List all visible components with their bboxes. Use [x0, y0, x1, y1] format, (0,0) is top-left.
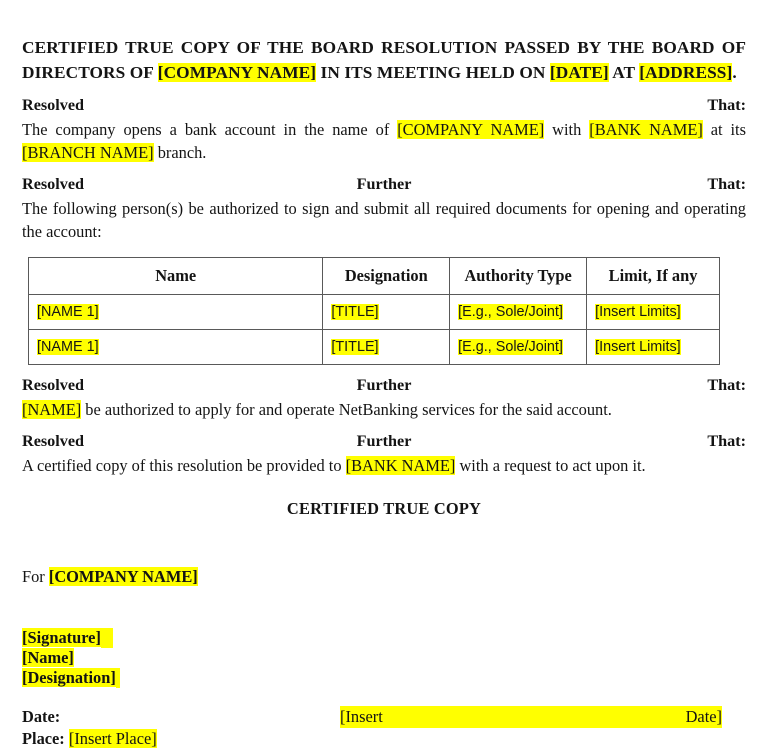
title-date-placeholder: [DATE]: [549, 63, 609, 82]
name-line: [22, 648, 746, 668]
cell-designation: [323, 295, 450, 330]
name-placeholder: [Name]: [22, 648, 74, 667]
place-value-placeholder: [Insert Place]: [68, 729, 157, 748]
title-company-placeholder: [COMPANY NAME]: [157, 63, 317, 82]
resolution-3-resolved-label: Resolved: [22, 376, 85, 394]
designation-highlight-tail: [116, 668, 120, 688]
r4-text-2: with a request to act upon it.: [455, 456, 646, 475]
title-period: .: [732, 63, 737, 82]
cell-designation-value: [TITLE]: [331, 304, 379, 320]
certified-true-copy-heading: CERTIFIED TRUE COPY: [286, 499, 482, 518]
resolution-1-that-label: That:: [707, 96, 746, 114]
title-text-1: CERTIFIED TRUE COPY OF THE BOARD RESOLUTION PASSED BY THE BOARD OF DIRECTORS OF: [22, 38, 746, 82]
r1-text-1: The company opens a bank account in the name of: [22, 120, 398, 139]
table-row: [29, 295, 720, 330]
cell-authority-type-value: [E.g., Sole/Joint]: [458, 339, 563, 355]
r1-branch-placeholder: [BRANCH NAME]: [22, 143, 154, 162]
r4-text-1: A certified copy of this resolution be provided to: [22, 456, 346, 475]
resolution-4-further-label: Further: [356, 432, 412, 450]
table-row: [29, 330, 720, 365]
resolution-3-body: [22, 398, 746, 421]
resolution-4-header: [22, 431, 746, 452]
title-address-placeholder: [ADDRESS]: [639, 63, 733, 82]
date-row: [22, 706, 746, 728]
resolution-1-header: [22, 95, 746, 116]
resolution-2-further-label: Further: [356, 175, 412, 193]
column-header-name: Name: [29, 258, 323, 295]
resolution-3-further-label: Further: [356, 376, 412, 394]
cell-limit-value: [Insert Limits]: [595, 304, 681, 320]
r1-text-2: with: [544, 120, 590, 139]
r3-text-1: be authorized to apply for and operate NetBanking services for the said account.: [81, 400, 612, 419]
column-header-limit: Limit, If any: [587, 258, 720, 295]
date-value-left: [Insert: [340, 707, 383, 726]
page-title: [22, 0, 746, 85]
resolution-4-that-label: That:: [707, 432, 746, 450]
place-label: Place:: [22, 729, 65, 748]
cell-name: [29, 330, 323, 365]
r3-name-placeholder: [NAME]: [22, 400, 82, 419]
cell-designation-value: [TITLE]: [331, 339, 379, 355]
date-label: Date:: [22, 707, 61, 726]
r4-bank-placeholder: [BANK NAME]: [345, 456, 456, 475]
cell-limit: [587, 295, 720, 330]
for-company-line: [22, 566, 746, 587]
r1-text-3: at its: [702, 120, 746, 139]
cell-authority-type: [450, 330, 587, 365]
resolution-4-resolved-label: Resolved: [22, 432, 85, 450]
signature-highlight-tail: [101, 628, 113, 648]
r1-company-placeholder: [COMPANY NAME]: [397, 120, 545, 139]
resolution-4-body: [22, 454, 746, 477]
place-row: [22, 728, 746, 750]
cell-name-value: [NAME 1]: [37, 339, 99, 355]
resolution-3-header: [22, 375, 746, 396]
designation-line: [22, 668, 746, 688]
title-text-2: IN ITS MEETING HELD ON: [316, 63, 550, 82]
document-footer: [22, 706, 746, 750]
date-value-right: Date]: [685, 707, 722, 726]
signature-placeholder: [Signature]: [22, 628, 101, 647]
cell-name-value: [NAME 1]: [37, 304, 99, 320]
r1-bank-placeholder: [BANK NAME]: [589, 120, 703, 139]
resolution-1-body: [22, 118, 746, 164]
authorized-signatories-table: [28, 257, 720, 365]
for-company-placeholder: [COMPANY NAME]: [48, 567, 198, 586]
cell-limit-value: [Insert Limits]: [595, 339, 681, 355]
designation-placeholder: [Designation]: [22, 668, 116, 687]
r1-text-4: branch.: [153, 143, 207, 162]
cell-limit: [587, 330, 720, 365]
title-text-3: AT: [608, 63, 640, 82]
cell-name: [29, 295, 323, 330]
cell-designation: [323, 330, 450, 365]
signature-block: [22, 628, 746, 688]
table-header-row: [29, 258, 720, 295]
for-prefix-label: For: [22, 567, 49, 586]
cell-authority-type-value: [E.g., Sole/Joint]: [458, 304, 563, 320]
resolution-1-resolved-label: Resolved: [22, 96, 85, 114]
column-header-authority-type: Authority Type: [450, 258, 587, 295]
resolution-2-that-label: That:: [707, 175, 746, 193]
resolution-2-resolved-label: Resolved: [22, 175, 85, 193]
resolution-3-that-label: That:: [707, 376, 746, 394]
date-value-field: [340, 706, 722, 728]
signature-line: [22, 628, 746, 648]
cell-authority-type: [450, 295, 587, 330]
resolution-2-header: [22, 174, 746, 195]
column-header-designation: Designation: [323, 258, 450, 295]
resolution-2-body: The following person(s) be authorized to sign and submit all required documents for opening and operating the account:: [22, 199, 746, 241]
